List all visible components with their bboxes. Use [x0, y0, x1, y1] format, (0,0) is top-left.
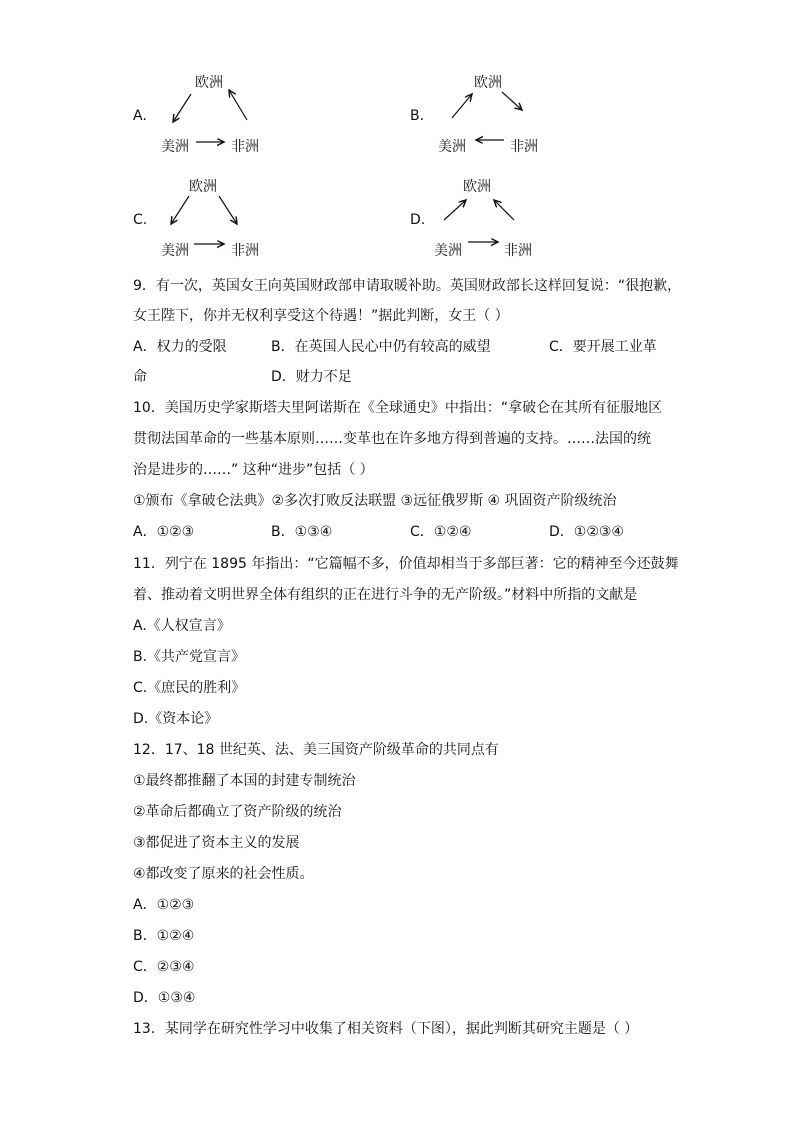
- q9-line-2: 女王陛下，你并无权利享受这个待遇！”据此判断，女王（ ）: [133, 308, 509, 324]
- q12-option-b[interactable]: B．①②④: [133, 928, 195, 944]
- q11-option-a[interactable]: A.《人权宣言》: [133, 618, 231, 634]
- q9-option-b[interactable]: B．在英国人民心中仍有较高的威望: [271, 339, 491, 355]
- arrows-icon: [410, 72, 560, 167]
- q10-option-b[interactable]: B．①③④: [271, 524, 333, 540]
- q11-line-2: 着、推动着文明世界全体有组织的正在进行斗争的无产阶级。”材料中所指的文献是: [133, 587, 638, 603]
- q12-item-3: ③都促进了资本主义的发展: [133, 835, 300, 851]
- q12-item-4: ④都改变了原来的社会性质。: [133, 866, 314, 882]
- q10-option-a[interactable]: A．①②③: [133, 524, 195, 540]
- africa-label: 非洲: [231, 243, 259, 259]
- africa-label: 非洲: [510, 139, 538, 155]
- q9-line-1: 9．有一次，英国女王向英国财政部申请取暖补助。英国财政部长这样回复说：“很抱歉，: [133, 278, 682, 294]
- arrows-icon: [133, 72, 283, 167]
- q11-option-d[interactable]: D.《资本论》: [133, 711, 219, 727]
- arrows-icon: [133, 176, 283, 271]
- europe-label: 欧洲: [474, 75, 502, 91]
- q12-line-1: 12．17、18 世纪英、法、美三国资产阶级革命的共同点有: [133, 742, 499, 758]
- q9-option-d[interactable]: D．财力不足: [271, 369, 352, 385]
- america-label: 美洲: [161, 139, 189, 155]
- america-label: 美洲: [434, 243, 462, 259]
- q9-option-a[interactable]: A．权力的受限: [133, 339, 227, 355]
- q13-line-1: 13．某同学在研究性学习中收集了相关资料（下图），据此判断其研究主题是（ ）: [133, 1021, 639, 1037]
- trade-diagram-b[interactable]: [410, 72, 560, 167]
- q10-line-1: 10．美国历史学家斯塔夫里阿诺斯在《全球通史》中指出：“拿破仑在其所有征服地区: [133, 400, 663, 416]
- europe-label: 欧洲: [195, 75, 223, 91]
- trade-diagram-a[interactable]: [133, 72, 283, 167]
- arrows-icon: [410, 176, 560, 271]
- africa-label: 非洲: [231, 139, 259, 155]
- trade-diagram-d[interactable]: [410, 176, 560, 271]
- option-label: A.: [133, 108, 147, 124]
- q10-option-d[interactable]: D．①②③④: [549, 524, 624, 540]
- q12-item-1: ①最终都推翻了本国的封建专制统治: [133, 773, 356, 789]
- q9-option-c[interactable]: C．要开展工业革: [549, 339, 657, 355]
- q10-line-3: 治是进步的……” 这种“进步”包括（ ）: [133, 462, 374, 478]
- q11-line-1: 11．列宁在 1895 年指出：“它篇幅不多，价值却相当于多部巨著：它的精神至今还鼓舞: [133, 556, 679, 572]
- q12-option-c[interactable]: C．②③④: [133, 959, 195, 975]
- america-label: 美洲: [161, 243, 189, 259]
- america-label: 美洲: [438, 139, 466, 155]
- q11-option-c[interactable]: C.《庶民的胜利》: [133, 680, 246, 696]
- trade-diagram-c[interactable]: [133, 176, 283, 271]
- europe-label: 欧洲: [463, 179, 491, 195]
- q9-option-c-cont: 命: [133, 369, 147, 385]
- q10-line-2: 贯彻法国革命的一些基本原则……变革也在许多地方得到普遍的支持。……法国的统: [133, 431, 651, 447]
- africa-label: 非洲: [504, 243, 532, 259]
- q12-option-d[interactable]: D．①③④: [133, 990, 196, 1006]
- q10-items: ①颁布《拿破仑法典》②多次打败反法联盟 ③远征俄罗斯 ④ 巩固资产阶级统治: [133, 493, 617, 509]
- option-label: B.: [410, 108, 425, 124]
- option-label: D.: [410, 212, 426, 228]
- q12-item-2: ②革命后都确立了资产阶级的统治: [133, 804, 342, 820]
- europe-label: 欧洲: [189, 179, 217, 195]
- q12-option-a[interactable]: A．①②③: [133, 897, 195, 913]
- q11-option-b[interactable]: B.《共产党宣言》: [133, 649, 246, 665]
- q10-option-c[interactable]: C．①②④: [410, 524, 472, 540]
- option-label: C.: [133, 212, 148, 228]
